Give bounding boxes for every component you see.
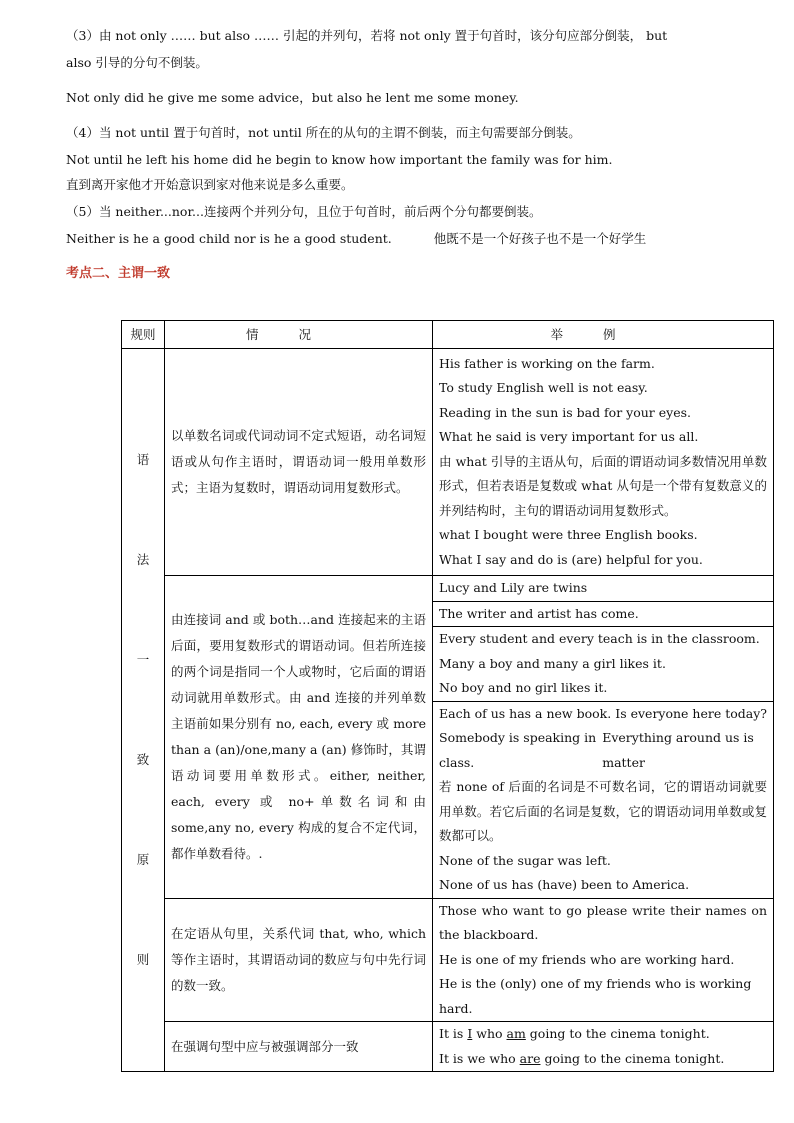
example-cell [433, 349, 774, 576]
table-row [122, 576, 774, 602]
agreement-rules-table [121, 320, 774, 1072]
example-line: 由 what 引导的主语从句，后面的谓语动词多数情况用单数形式，但若表语是复数或 what 从句是一个带有复数意义的并列结构时，主句的谓语动词用复数形式。 [439, 453, 767, 518]
example-line: Those who want to go please write their names on the blackboard. [439, 902, 767, 942]
example-cell [433, 576, 774, 602]
example-line: He is the (only) one of my friends who is working hard. [439, 976, 752, 1016]
example-part: Is everyone here today? [615, 705, 767, 721]
table-row [122, 349, 774, 576]
example-line: The writer and artist has come. [439, 605, 639, 621]
situation-cell: 在定语从句里，关系代词 that, who, which 等作主语时，其谓语动词的数应与句中先行词的数一致。 [165, 898, 433, 1022]
example-line: None of us has (have) been to America. [439, 877, 690, 892]
section-heading: 考点二、主谓一致 [66, 266, 171, 281]
example-line: To study English well is not easy. [439, 380, 648, 396]
example-line: 若 none of 后面的名词是不可数名词，它的谓语动词就要用单数。若它后面的名词是复数，它的谓语动词用单数或复数都可以。 [439, 779, 767, 843]
para-5-example-cn: 他既不是一个好孩子也不是一个好学生 [433, 231, 647, 246]
example-line [439, 702, 767, 727]
para-3-line-1: （3）由 not only …… but also …… 引起的并列句，若将 not only 置于句首时，该分句应部分倒装， but [66, 28, 668, 43]
header-rule: 规则 [122, 321, 165, 349]
example-part: Each of us has a new book. [439, 705, 612, 721]
table-row [122, 1022, 774, 1072]
example-line: No boy and no girl likes it. [439, 680, 608, 695]
para-4-line: （4）当 not until 置于句首时，not until 所在的从句的主谓不倒装，而主句需要部分倒装。 [66, 125, 581, 140]
rule-char: 语 [136, 452, 150, 467]
table-row [122, 898, 774, 1022]
example-line: Many a boy and many a girl likes it. [439, 655, 666, 671]
situation-cell: 在强调句型中应与被强调部分一致 [165, 1022, 433, 1072]
example-part: Somebody is speaking in class. [439, 730, 597, 770]
para-5-example [66, 229, 646, 249]
example-line: He is one of my friends who are working hard. [439, 951, 735, 967]
example-line: what I bought were three English books. [439, 527, 698, 543]
example-line: Lucy and Lily are twins [439, 580, 588, 595]
para-5-example-en: Neither is he a good child nor is he a good student. [66, 231, 392, 246]
example-line: It is I who am going to the cinema tonight. [439, 1026, 710, 1041]
example-line [439, 726, 767, 775]
para-5-line: （5）当 neither...nor...连接两个并列分句，且位于句首时，前后两个分句都要倒装。 [66, 204, 542, 219]
example-line: It is we who are going to the cinema tonight. [439, 1050, 725, 1066]
situation-cell: 由连接词 and 或 both…and 连接起来的主语后面，要用复数形式的谓语动词。但若所连接的两个词是指同一个人或物时，它后面的谓语动词就用单数形式。由 and 连接的并列单数主语前如果分别有 no, each, every 或 more than a (an)/one,many a (an) 修饰时，其谓语动词要用单数形式。either, neither, each, every 或 no+单数名词和由 some,any no, every 构成的复合不定代词，都作单数看待。. [165, 576, 433, 899]
example-line: What he said is very important for us all. [439, 429, 699, 445]
rule-char: 法 [136, 552, 150, 567]
rule-char: 致 [136, 752, 150, 767]
rule-char: 则 [136, 952, 150, 967]
para-4-translation: 直到离开家他才开始意识到家对他来说是多么重要。 [66, 177, 354, 192]
situation-cell: 以单数名词或代词动词不定式短语，动名词短语或从句作主语时，谓语动词一般用单数形式；主语为复数时，谓语动词用复数形式。 [165, 349, 433, 576]
example-line: His father is working on the farm. [439, 355, 655, 371]
rule-char: 一 [136, 652, 150, 667]
example-cell [433, 1022, 774, 1072]
table-header-row [122, 321, 774, 349]
header-example: 举例 [433, 321, 774, 349]
example-cell [433, 701, 774, 898]
rule-label-cell [122, 349, 165, 1072]
example-part: Everything around us is matter [602, 730, 754, 770]
example-line: Reading in the sun is bad for your eyes. [439, 404, 691, 420]
rule-char: 原 [136, 852, 150, 867]
example-cell [433, 898, 774, 1022]
example-line: What I say and do is (are) helpful for you. [439, 551, 703, 567]
para-3-line-2: also 引导的分句不倒装。 [66, 55, 208, 70]
header-situation: 情况 [165, 321, 433, 349]
example-cell [433, 601, 774, 627]
example-line: None of the sugar was left. [439, 852, 611, 868]
example-cell [433, 627, 774, 702]
example-line: Every student and every teach is in the classroom. [439, 631, 760, 646]
para-4-example: Not until he left his home did he begin to know how important the family was for him. [66, 152, 613, 167]
para-3-example: Not only did he give me some advice，but also he lent me some money. [66, 90, 519, 105]
